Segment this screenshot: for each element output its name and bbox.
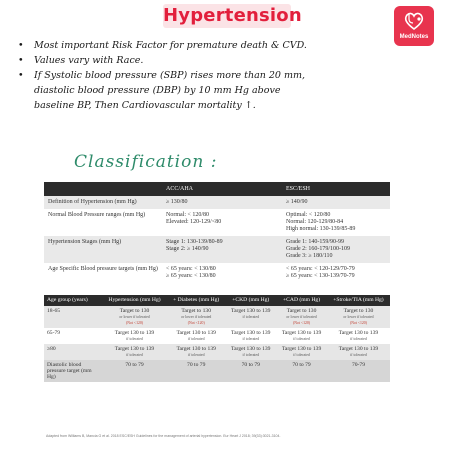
target-cell	[225, 344, 276, 360]
target-cell	[102, 360, 167, 382]
target-cell	[225, 328, 276, 344]
target-cell	[225, 360, 276, 382]
target-cell	[327, 344, 390, 360]
target-warning: (Not <120)	[293, 320, 311, 325]
note-item	[18, 68, 438, 83]
target-note: if tolerated	[242, 336, 260, 341]
bullet-icon: •	[18, 55, 24, 66]
target-main: Target to 130	[119, 307, 150, 314]
target-note: or lower if tolerated	[343, 314, 374, 319]
target-main: Target 130 to 139	[231, 307, 271, 314]
target-warning: (Not <120)	[187, 320, 205, 325]
bullet-icon: •	[18, 70, 24, 81]
esc-cell: Grade 1: 140-159/90-99 Grade 2: 160-179/100-109 Grade 3: ≥ 180/110	[282, 236, 390, 263]
target-main: 70-79	[351, 361, 365, 368]
target-cell	[327, 360, 390, 382]
column-header: ESC/ESH	[282, 182, 390, 196]
column-header: +Stroke/TIA (mm Hg)	[327, 295, 390, 306]
bp-target-table	[44, 295, 390, 382]
row-label: Normal Blood Pressure ranges (mm Hg)	[44, 209, 162, 236]
table-row	[44, 263, 390, 283]
note-continuation: baseline BP, Then Cardiovascular mortality ↑.	[34, 100, 256, 111]
target-cell	[276, 344, 327, 360]
acc-cell: Stage 1: 130-139/80-89 Stage 2: ≥ 140/90	[162, 236, 282, 263]
target-cell	[102, 328, 167, 344]
stethoscope-heart-icon	[402, 10, 426, 32]
target-note: if tolerated	[242, 314, 260, 319]
table-row	[44, 344, 390, 360]
acc-cell: Normal: < 120/80 Elevated: 120-129/<80	[162, 209, 282, 236]
column-header: + Diabetes (mm Hg)	[167, 295, 225, 306]
target-note: if tolerated	[350, 336, 367, 341]
acc-cell: < 65 years: < 130/80 ≥ 65 years: < 130/80	[162, 263, 282, 283]
note-item	[18, 38, 438, 53]
target-note: or lower if tolerated	[181, 314, 212, 319]
target-main: Target 130 to 139	[231, 329, 271, 336]
target-cell	[276, 360, 327, 382]
table-row	[44, 209, 390, 236]
esc-cell: < 65 years: < 120-129/70-79 ≥ 65 years: < 130-139/70-79	[282, 263, 390, 283]
target-note: or lower if tolerated	[286, 314, 317, 319]
table-row	[44, 328, 390, 344]
column-header: ACC/AHA	[162, 182, 282, 196]
target-main: Target 130 to 139	[176, 329, 216, 336]
bullet-icon: •	[18, 40, 24, 51]
table-row	[44, 196, 390, 209]
target-main: Target 130 to 139	[176, 345, 216, 352]
target-note: if tolerated	[126, 336, 143, 341]
esc-cell: Optimal: < 120/80 Normal: 120-129/80-84 High normal: 130-139/85-89	[282, 209, 390, 236]
note-continuation: diastolic blood pressure (DBP) by 10 mm Hg above	[34, 85, 281, 96]
target-main: Target 130 to 139	[281, 329, 322, 336]
target-note: if tolerated	[187, 352, 205, 357]
note-text: Values vary with Race.	[34, 55, 144, 66]
target-cell	[225, 306, 276, 328]
target-main: 70 to 79	[241, 361, 260, 368]
logo-text: MedNotes	[399, 34, 429, 40]
target-main: 70 to 79	[125, 361, 144, 368]
target-main: Target 130 to 139	[114, 329, 155, 336]
target-note: if tolerated	[350, 352, 367, 357]
age-group-cell: ≥80	[44, 344, 102, 360]
esc-cell: ≥ 140/90	[282, 196, 390, 209]
note-text: If Systolic blood pressure (SBP) rises more than 20 mm,	[34, 70, 306, 81]
target-cell	[276, 306, 327, 328]
corner-header: Age group (years)	[44, 295, 102, 306]
target-main: 70 to 79	[187, 361, 206, 368]
target-cell	[167, 328, 225, 344]
target-cell	[102, 306, 167, 328]
page-title: Hypertension	[163, 5, 302, 26]
target-note: or lower if tolerated	[119, 314, 150, 319]
target-note: if tolerated	[293, 336, 310, 341]
target-main: Target 130 to 139	[231, 345, 271, 352]
bp-definition-table	[44, 182, 390, 283]
target-main: Target 130 to 139	[114, 345, 155, 352]
note-item	[18, 53, 438, 68]
column-header: Hypertension (mm Hg)	[102, 295, 167, 306]
target-main: 70 to 79	[292, 361, 311, 368]
row-label: Hypertension Stages (mm Hg)	[44, 236, 162, 263]
notes-list	[18, 38, 438, 113]
table-row	[44, 306, 390, 328]
age-group-cell: 65-79	[44, 328, 102, 344]
title-highlight	[163, 4, 302, 28]
column-header: +CKD (mm Hg)	[225, 295, 276, 306]
target-main: Target 130 to 139	[281, 345, 322, 352]
table-row	[44, 360, 390, 382]
column-header	[44, 182, 162, 196]
acc-cell: ≥ 130/80	[162, 196, 282, 209]
target-main: Target to 130	[181, 307, 212, 314]
target-main: Target to 130	[343, 307, 374, 314]
target-cell	[167, 360, 225, 382]
target-cell	[102, 344, 167, 360]
target-warning: (Not <120)	[126, 320, 144, 325]
age-group-cell: Diastolic blood pressure target (mm Hg)	[44, 360, 102, 382]
age-group-cell: 18-65	[44, 306, 102, 328]
target-warning: (Not <120)	[349, 320, 367, 325]
target-note: if tolerated	[126, 352, 143, 357]
target-cell	[167, 344, 225, 360]
target-note: if tolerated	[187, 336, 205, 341]
section-title: Classification :	[74, 152, 218, 172]
row-label: Definition of Hypertension (mm Hg)	[44, 196, 162, 209]
target-main: Target to 130	[286, 307, 317, 314]
target-note: if tolerated	[293, 352, 310, 357]
row-label: Age Specific Blood pressure targets (mm Hg)	[44, 263, 162, 283]
source-footnote: Adapted from Williams B, Mancia G et al. 2018 ESC/ESH Guidelines for the management of arterial hypertension. Eur Heart J 2018; 39(33):3021-3104.	[46, 434, 281, 438]
target-note: if tolerated	[242, 352, 260, 357]
target-cell	[327, 328, 390, 344]
target-main: Target 130 to 139	[338, 329, 379, 336]
target-main: Target 130 to 139	[338, 345, 379, 352]
note-text: Most important Risk Factor for premature death & CVD.	[34, 40, 307, 51]
target-cell	[276, 328, 327, 344]
column-header: +CAD (mm Hg)	[276, 295, 327, 306]
table-row	[44, 236, 390, 263]
target-cell	[167, 306, 225, 328]
target-cell	[327, 306, 390, 328]
